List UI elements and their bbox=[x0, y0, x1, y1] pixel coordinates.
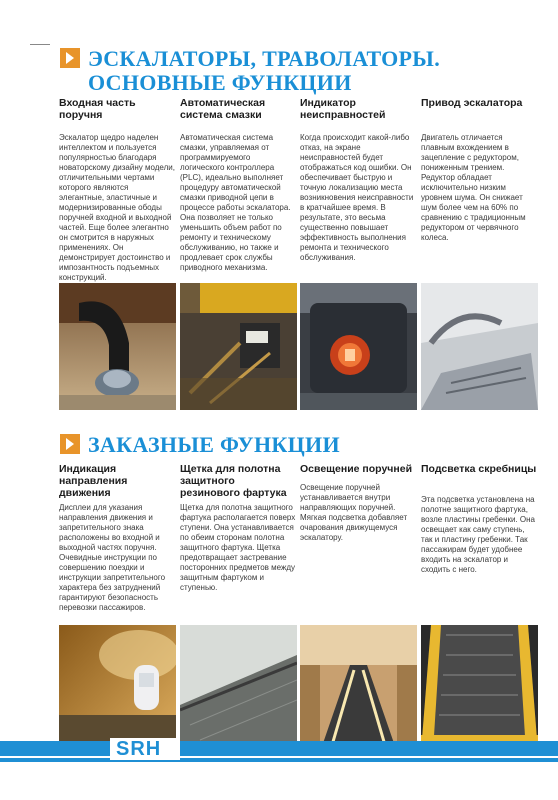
photo-handrail-entry bbox=[59, 283, 176, 410]
feature-heading: Привод эскалатора bbox=[421, 97, 523, 109]
section-arrow-icon bbox=[60, 48, 80, 68]
photo-escalator-drive bbox=[421, 283, 538, 410]
feature-fault-indicator bbox=[300, 97, 416, 263]
company-logo bbox=[110, 738, 180, 760]
photo-direction-indication bbox=[59, 625, 176, 752]
feature-heading: Индикатор неисправностей bbox=[300, 97, 386, 121]
feature-text: Дисплеи для указания направления движения и запретительного знака расположены во входной и выходной частях поручня. Очевидные инструкции по совершению поездки и инструкции запретительного характера без затруднений гарантируют безопасность перевозки пассажиров. bbox=[59, 503, 166, 612]
title-line-2: ОСНОВНЫЕ ФУНКЦИИ bbox=[88, 70, 352, 95]
footer-band bbox=[0, 741, 558, 756]
feature-heading: Автоматическая система смазки bbox=[180, 97, 266, 121]
section-title-main bbox=[88, 47, 440, 95]
feature-heading: Индикация направления движения bbox=[59, 463, 128, 499]
feature-skirt-brush bbox=[180, 463, 296, 593]
feature-heading: Входная часть поручня bbox=[59, 97, 136, 121]
feature-direction-indication bbox=[59, 463, 175, 613]
photo-fault-indicator bbox=[300, 283, 417, 410]
feature-handrail-lighting bbox=[300, 463, 416, 543]
feature-escalator-drive bbox=[421, 97, 537, 243]
top-rule bbox=[30, 44, 50, 45]
logo-text: SRH bbox=[116, 738, 162, 760]
section-arrow-icon bbox=[60, 434, 80, 454]
title-line-1: ЭСКАЛАТОРЫ, ТРАВОЛАТОРЫ. bbox=[88, 46, 440, 71]
feature-text: Автоматическая система смазки, управляемая от программируемого логического контроллера (PLC), идеально выполняет процедуру автоматической смазки приводной цепи в процессе работы эскалатора. Она позволяет не только уменьшить объем работ по ремонту и техническому обслуживанию, но также и продлевает срок службы приводного механизма. bbox=[180, 133, 291, 272]
feature-text: Эта подсветка установлена на полотне защитного фартука, возле пластины гребенки. Она освещает как саму ступень, так и пластину гребенки. Так пассажирам будет удобнее входить на эскалатор и сходить с него. bbox=[421, 495, 535, 574]
feature-comb-lighting bbox=[421, 463, 537, 575]
feature-heading: Щетка для полотна защитного резинового фартука bbox=[180, 463, 287, 499]
feature-text: Эскалатор щедро наделен интеллектом и пользуется популярностью благодаря новаторскому дизайну модели, отличительными чертами которого являются элегантные, эластичные и модернизированные ободы поручней входной и выходной частей. Еще более элегантно он смотрится в наружных применениях. Он демонстрирует достоинство и импозантность подъемных конструкций. bbox=[59, 133, 175, 282]
photo-handrail-lighting bbox=[300, 625, 417, 752]
feature-heading: Освещение поручней bbox=[300, 463, 413, 475]
photo-skirt-brush bbox=[180, 625, 297, 752]
feature-text: Освещение поручней устанавливается внутри направляющих поручней. Мягкая подсветка добавляет очарования движущемуся эскалатору. bbox=[300, 483, 408, 542]
footer-band-thin bbox=[0, 758, 558, 762]
feature-auto-lubrication bbox=[180, 97, 296, 273]
feature-text: Щетка для полотна защитного фартука располагается поверх ступени. Она устанавливается по обеим сторонам полотна защитного фартука. Щетка предотвращает застревание посторонних предметов между защитным фартуком и ступенью. bbox=[180, 503, 296, 592]
photo-comb-lighting bbox=[421, 625, 538, 752]
photo-lubrication-system bbox=[180, 283, 297, 410]
feature-heading: Подсветка скребницы bbox=[421, 463, 537, 475]
feature-text: Двигатель отличается плавным вхождением в зацепление с редуктором, пониженным трением. Редуктор обладает исключительно низким уровнем шума. Он снижает шум более чем на 60% по сравнению с традиционным редуктором от червячного колеса. bbox=[421, 133, 526, 242]
feature-text: Когда происходит какой-либо отказ, на экране неисправностей будет отображаться код ошибки. Он обеспечивает быструю и точную локализацию места возникновения неисправности в кратчайшее время. В результате, это весьма существенно повышает эффективность выполнения ремонта и технического обслуживания. bbox=[300, 133, 414, 262]
feature-handrail-entry bbox=[59, 97, 175, 283]
section-title-custom: ЗАКАЗНЫЕ ФУНКЦИИ bbox=[88, 432, 340, 457]
